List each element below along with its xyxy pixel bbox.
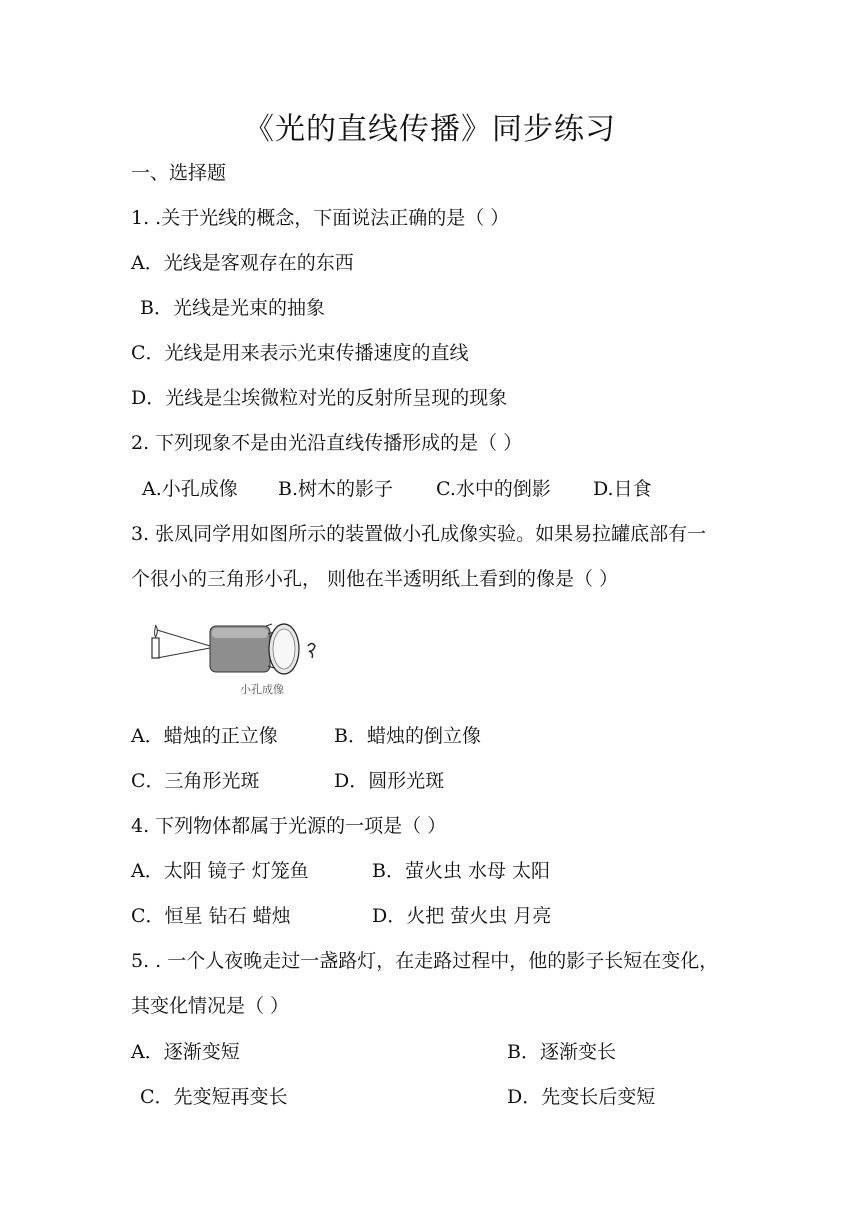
question-5-stem-line-1: 5. . 一个人夜晚走过一盏路灯，在走路过程中，他的影子长短在变化，: [131, 950, 719, 972]
question-1-option-a: A．光线是客观存在的东西: [131, 252, 354, 274]
candle-icon: [152, 638, 159, 658]
question-2-option-a: A.小孔成像: [142, 478, 238, 500]
question-1-option-d: D．光线是尘埃微粒对光的反射所呈现的现象: [131, 387, 508, 409]
question-2-option-b: B.树木的影子: [278, 478, 394, 500]
question-4-option-d: D．火把 萤火虫 月亮: [372, 905, 552, 927]
question-4-option-b: B．萤火虫 水母 太阳: [372, 860, 551, 882]
question-2-option-d: D.日食: [593, 478, 652, 500]
question-5-stem-line-2: 其变化情况是（ ）: [131, 995, 290, 1017]
question-5-option-c: C．先变短再变长: [140, 1086, 288, 1108]
question-3-option-c: C．三角形光斑: [131, 770, 260, 792]
question-5-option-a: A．逐渐变短: [131, 1041, 240, 1063]
question-2-stem: 2. 下列现象不是由光沿直线传播形成的是（ ）: [131, 432, 523, 454]
question-3-option-d: D．圆形光斑: [334, 770, 445, 792]
section-heading: 一、选择题: [131, 162, 227, 184]
question-3-stem-line-2: 个很小的三角形小孔， 则他在半透明纸上看到的像是（ ）: [131, 568, 619, 590]
question-2-option-c: C.水中的倒影: [436, 478, 551, 500]
question-4-stem: 4. 下列物体都属于光源的一项是（ ）: [131, 815, 447, 837]
question-4-option-c: C．恒星 钻石 蜡烛: [131, 905, 291, 927]
question-3-stem-line-1: 3. 张凤同学用如图所示的装置做小孔成像实验。如果易拉罐底部有一: [131, 523, 707, 545]
question-4-option-a: A．太阳 镜子 灯笼鱼: [131, 860, 309, 882]
question-5-option-d: D．先变长后变短: [507, 1086, 656, 1108]
figure-caption: 小孔成像: [240, 683, 284, 696]
question-1-option-b: B．光线是光束的抽象: [140, 297, 325, 319]
question-1-option-c: C．光线是用来表示光束传播速度的直线: [131, 342, 469, 364]
question-3-option-b: B．蜡烛的倒立像: [334, 725, 481, 747]
question-1-stem: 1. .关于光线的概念，下面说法正确的是（ ）: [131, 207, 510, 229]
question-3-option-a: A．蜡烛的正立像: [131, 725, 278, 747]
question-5-option-b: B．逐渐变长: [507, 1041, 616, 1063]
page-title: 《光的直线传播》同步练习: [244, 112, 616, 147]
